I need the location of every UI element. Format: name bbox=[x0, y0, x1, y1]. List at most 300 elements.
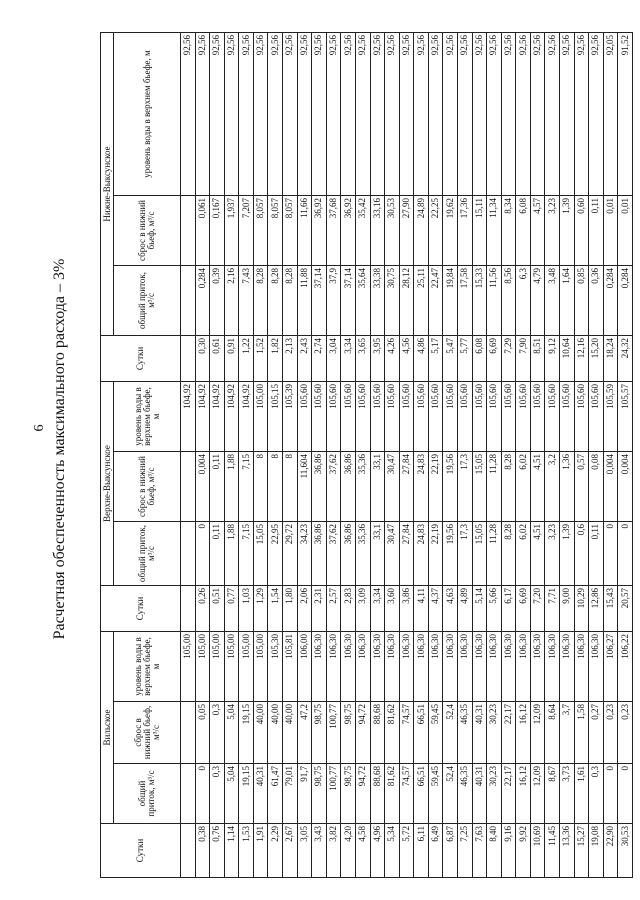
cell-inflow: 11,56 bbox=[487, 265, 502, 335]
header-day-vilskoe: Сутки bbox=[101, 824, 181, 878]
cell-discharge: 3,7 bbox=[560, 702, 575, 764]
cell-inflow: 11,28 bbox=[487, 521, 502, 585]
cell-discharge: 6,02 bbox=[516, 451, 531, 521]
cell-inflow: 17,3 bbox=[457, 521, 472, 585]
cell-inflow: 28,12 bbox=[399, 265, 414, 335]
table-row bbox=[195, 32, 210, 877]
cell-discharge: 19,15 bbox=[239, 702, 254, 764]
table-row bbox=[312, 32, 327, 877]
cell-level: 105,60 bbox=[443, 381, 458, 451]
cell-level: 105,81 bbox=[283, 631, 298, 701]
cell-inflow: 22,19 bbox=[428, 521, 443, 585]
cell-day: 7,90 bbox=[516, 335, 531, 381]
cell-level: 92,56 bbox=[530, 32, 545, 195]
cell-level: 92,56 bbox=[210, 32, 225, 195]
cell-level: 92,56 bbox=[457, 32, 472, 195]
cell-inflow bbox=[181, 265, 196, 335]
table-row bbox=[516, 32, 531, 877]
cell-level: 106,30 bbox=[530, 631, 545, 701]
cell-day: 15,43 bbox=[603, 585, 618, 631]
cell-discharge: 1,58 bbox=[574, 702, 589, 764]
cell-discharge: 33,16 bbox=[370, 195, 385, 265]
cell-inflow: 74,57 bbox=[399, 764, 414, 824]
cell-discharge: 0,004 bbox=[603, 451, 618, 521]
cell-day: 4,86 bbox=[414, 335, 429, 381]
cell-discharge: 0,061 bbox=[195, 195, 210, 265]
cell-inflow: 29,72 bbox=[283, 521, 298, 585]
cell-inflow: 22,17 bbox=[501, 764, 516, 824]
cell-discharge: 16,12 bbox=[516, 702, 531, 764]
cell-inflow: 33,38 bbox=[370, 265, 385, 335]
cell-level: 105,60 bbox=[370, 381, 385, 451]
cell-inflow: 52,4 bbox=[443, 764, 458, 824]
cell-discharge: 37,68 bbox=[326, 195, 341, 265]
cell-level: 105,60 bbox=[326, 381, 341, 451]
cell-discharge: 0,11 bbox=[589, 195, 604, 265]
cell-day: 4,89 bbox=[457, 585, 472, 631]
cell-level: 106,30 bbox=[516, 631, 531, 701]
cell-discharge: 94,72 bbox=[355, 702, 370, 764]
cell-level: 92,56 bbox=[472, 32, 487, 195]
cell-level: 105,59 bbox=[603, 381, 618, 451]
cell-inflow: 0 bbox=[603, 764, 618, 824]
cell-day: 1,14 bbox=[224, 824, 239, 878]
table-row bbox=[501, 32, 516, 877]
cell-discharge: 88,68 bbox=[370, 702, 385, 764]
cell-day: 22,90 bbox=[603, 824, 618, 878]
cell-discharge: 22,17 bbox=[501, 702, 516, 764]
cell-day: 0,61 bbox=[210, 335, 225, 381]
cell-discharge: 8,057 bbox=[268, 195, 283, 265]
cell-day: 30,53 bbox=[618, 824, 633, 878]
cell-level: 105,57 bbox=[618, 381, 633, 451]
cell-level: 92,56 bbox=[224, 32, 239, 195]
cell-day: 24,32 bbox=[618, 335, 633, 381]
cell-level: 106,30 bbox=[589, 631, 604, 701]
cell-inflow: 2,16 bbox=[224, 265, 239, 335]
cell-inflow: 1,88 bbox=[224, 521, 239, 585]
cell-level: 106,00 bbox=[297, 631, 312, 701]
cell-inflow: 17,58 bbox=[457, 265, 472, 335]
cell-inflow: 0,284 bbox=[618, 265, 633, 335]
cell-day: 5,77 bbox=[457, 335, 472, 381]
cell-level: 106,30 bbox=[312, 631, 327, 701]
table-row bbox=[545, 32, 560, 877]
cell-day: 20,57 bbox=[618, 585, 633, 631]
cell-day: 1,54 bbox=[268, 585, 283, 631]
cell-level: 106,30 bbox=[414, 631, 429, 701]
discharge-table bbox=[100, 32, 633, 878]
cell-level: 105,00 bbox=[253, 381, 268, 451]
cell-discharge: 0,60 bbox=[574, 195, 589, 265]
cell-discharge: 0,01 bbox=[603, 195, 618, 265]
cell-level: 105,60 bbox=[560, 381, 575, 451]
cell-inflow: 36,86 bbox=[312, 521, 327, 585]
cell-day: 4,63 bbox=[443, 585, 458, 631]
cell-inflow: 19,84 bbox=[443, 265, 458, 335]
cell-inflow: 0,284 bbox=[603, 265, 618, 335]
cell-inflow: 8,28 bbox=[268, 265, 283, 335]
cell-day: 2,67 bbox=[283, 824, 298, 878]
cell-discharge: 35,42 bbox=[355, 195, 370, 265]
cell-day: 0,77 bbox=[224, 585, 239, 631]
cell-level: 105,60 bbox=[341, 381, 356, 451]
cell-inflow: 3,73 bbox=[560, 764, 575, 824]
cell-discharge: 36,92 bbox=[312, 195, 327, 265]
cell-day: 7,71 bbox=[545, 585, 560, 631]
header-inflow: общий приток, м³/с bbox=[114, 265, 181, 335]
cell-discharge: 35,36 bbox=[355, 451, 370, 521]
cell-inflow: 15,05 bbox=[472, 521, 487, 585]
cell-level: 105,00 bbox=[239, 631, 254, 701]
cell-level: 91,52 bbox=[618, 32, 633, 195]
cell-discharge: 1,937 bbox=[224, 195, 239, 265]
cell-discharge bbox=[181, 702, 196, 764]
cell-inflow: 35,64 bbox=[355, 265, 370, 335]
cell-day: 8,51 bbox=[530, 335, 545, 381]
cell-inflow: 79,01 bbox=[283, 764, 298, 824]
cell-inflow: 6,02 bbox=[516, 521, 531, 585]
cell-day: 3,43 bbox=[312, 824, 327, 878]
cell-inflow: 35,36 bbox=[355, 521, 370, 585]
cell-inflow: 3,23 bbox=[545, 521, 560, 585]
header-inflow: общий приток, м³/с bbox=[114, 521, 181, 585]
table-row bbox=[472, 32, 487, 877]
table-row bbox=[355, 32, 370, 877]
cell-day: 3,86 bbox=[399, 585, 414, 631]
cell-discharge: 11,604 bbox=[297, 451, 312, 521]
cell-discharge: 3,2 bbox=[545, 451, 560, 521]
cell-day: 4,96 bbox=[370, 824, 385, 878]
cell-level: 106,30 bbox=[341, 631, 356, 701]
cell-day: 4,11 bbox=[414, 585, 429, 631]
rotated-table-wrapper bbox=[100, 33, 633, 878]
table-row bbox=[239, 32, 254, 877]
cell-inflow: 0 bbox=[618, 764, 633, 824]
cell-day: 1,80 bbox=[283, 585, 298, 631]
cell-inflow: 0 bbox=[603, 521, 618, 585]
cell-level: 106,30 bbox=[326, 631, 341, 701]
cell-inflow bbox=[181, 764, 196, 824]
table-row bbox=[268, 32, 283, 877]
page-title: Расчетная обеспеченность максимального расхода – 3% bbox=[51, 258, 68, 640]
header-discharge: сброс в нижний бьеф, м³/с bbox=[114, 451, 181, 521]
cell-inflow: 24,83 bbox=[414, 521, 429, 585]
cell-discharge: 7,15 bbox=[239, 451, 254, 521]
cell-day bbox=[181, 585, 196, 631]
cell-level: 105,60 bbox=[574, 381, 589, 451]
cell-inflow: 33,1 bbox=[370, 521, 385, 585]
cell-level: 105,30 bbox=[268, 631, 283, 701]
cell-level: 105,00 bbox=[253, 631, 268, 701]
cell-day: 7,20 bbox=[530, 585, 545, 631]
table-row bbox=[457, 32, 472, 877]
table-row bbox=[297, 32, 312, 877]
cell-day: 4,37 bbox=[428, 585, 443, 631]
cell-inflow: 0,11 bbox=[210, 521, 225, 585]
cell-day: 3,09 bbox=[355, 585, 370, 631]
cell-day: 3,04 bbox=[326, 335, 341, 381]
cell-discharge: 4,57 bbox=[530, 195, 545, 265]
table-row bbox=[399, 32, 414, 877]
cell-discharge: 33,1 bbox=[370, 451, 385, 521]
table-row bbox=[326, 32, 341, 877]
cell-level: 106,30 bbox=[457, 631, 472, 701]
cell-inflow: 91,7 bbox=[297, 764, 312, 824]
cell-day: 5,66 bbox=[487, 585, 502, 631]
cell-level: 106,30 bbox=[370, 631, 385, 701]
cell-inflow: 100,77 bbox=[326, 764, 341, 824]
cell-level: 92,56 bbox=[341, 32, 356, 195]
cell-inflow: 22,95 bbox=[268, 521, 283, 585]
cell-discharge: 0,004 bbox=[195, 451, 210, 521]
table-row bbox=[443, 32, 458, 877]
cell-inflow: 0 bbox=[195, 764, 210, 824]
cell-discharge: 74,57 bbox=[399, 702, 414, 764]
cell-inflow: 15,33 bbox=[472, 265, 487, 335]
cell-discharge: 47,2 bbox=[297, 702, 312, 764]
cell-day: 18,24 bbox=[603, 335, 618, 381]
cell-discharge: 30,47 bbox=[385, 451, 400, 521]
cell-inflow: 0,11 bbox=[589, 521, 604, 585]
cell-discharge: 5,04 bbox=[224, 702, 239, 764]
cell-inflow: 0 bbox=[195, 521, 210, 585]
cell-inflow: 11,88 bbox=[297, 265, 312, 335]
cell-day: 0,30 bbox=[195, 335, 210, 381]
cell-inflow: 30,75 bbox=[385, 265, 400, 335]
cell-discharge: 22,19 bbox=[428, 451, 443, 521]
cell-level: 92,56 bbox=[560, 32, 575, 195]
cell-day: 9,00 bbox=[560, 585, 575, 631]
cell-level: 106,22 bbox=[618, 631, 633, 701]
table-row bbox=[181, 32, 196, 877]
cell-discharge: 1,36 bbox=[560, 451, 575, 521]
cell-level: 92,56 bbox=[283, 32, 298, 195]
cell-level: 106,30 bbox=[501, 631, 516, 701]
cell-discharge: 59,45 bbox=[428, 702, 443, 764]
header-inflow: общий приток, м³/с bbox=[114, 764, 181, 824]
cell-inflow: 37,62 bbox=[326, 521, 341, 585]
cell-day: 19,08 bbox=[589, 824, 604, 878]
cell-day: 2,57 bbox=[326, 585, 341, 631]
group-header-verkhne: Верхне-Выксунское bbox=[101, 381, 114, 585]
cell-level: 92,56 bbox=[253, 32, 268, 195]
cell-level: 92,56 bbox=[516, 32, 531, 195]
cell-level: 105,39 bbox=[283, 381, 298, 451]
cell-discharge: 0,23 bbox=[603, 702, 618, 764]
cell-inflow: 19,15 bbox=[239, 764, 254, 824]
cell-day: 6,08 bbox=[472, 335, 487, 381]
table-row bbox=[283, 32, 298, 877]
header-level: уровень воды в верхнем бьефе, м bbox=[114, 631, 181, 701]
cell-inflow: 0,85 bbox=[574, 265, 589, 335]
cell-discharge bbox=[181, 451, 196, 521]
cell-level: 106,30 bbox=[545, 631, 560, 701]
cell-inflow: 15,05 bbox=[253, 521, 268, 585]
cell-discharge bbox=[181, 195, 196, 265]
cell-day: 10,69 bbox=[530, 824, 545, 878]
cell-day: 6,87 bbox=[443, 824, 458, 878]
cell-inflow: 0,36 bbox=[589, 265, 604, 335]
cell-inflow: 6,3 bbox=[516, 265, 531, 335]
cell-day: 13,36 bbox=[560, 824, 575, 878]
cell-level: 105,60 bbox=[355, 381, 370, 451]
cell-inflow: 46,35 bbox=[457, 764, 472, 824]
cell-inflow: 19,56 bbox=[443, 521, 458, 585]
table-row bbox=[414, 32, 429, 877]
cell-discharge: 22,25 bbox=[428, 195, 443, 265]
cell-day: 11,45 bbox=[545, 824, 560, 878]
cell-discharge: 8 bbox=[253, 451, 268, 521]
cell-inflow: 40,31 bbox=[472, 764, 487, 824]
cell-day: 2,31 bbox=[312, 585, 327, 631]
cell-discharge: 46,35 bbox=[457, 702, 472, 764]
cell-discharge: 30,23 bbox=[487, 702, 502, 764]
cell-discharge: 1,88 bbox=[224, 451, 239, 521]
table-row bbox=[618, 32, 633, 877]
cell-discharge: 8,64 bbox=[545, 702, 560, 764]
header-discharge: сброс в нижний бьеф, м³/с bbox=[114, 702, 181, 764]
cell-level: 92,56 bbox=[239, 32, 254, 195]
cell-discharge: 17,3 bbox=[457, 451, 472, 521]
cell-level: 92,56 bbox=[326, 32, 341, 195]
cell-inflow: 37,14 bbox=[341, 265, 356, 335]
header-day-verkhne: Сутки bbox=[101, 585, 181, 631]
cell-discharge: 1,39 bbox=[560, 195, 575, 265]
cell-level: 92,56 bbox=[545, 32, 560, 195]
table-row bbox=[603, 32, 618, 877]
cell-discharge: 40,31 bbox=[472, 702, 487, 764]
cell-level: 92,56 bbox=[385, 32, 400, 195]
cell-day: 4,58 bbox=[355, 824, 370, 878]
table-row bbox=[560, 32, 575, 877]
cell-discharge: 19,62 bbox=[443, 195, 458, 265]
cell-day: 3,34 bbox=[341, 335, 356, 381]
table-row bbox=[253, 32, 268, 877]
cell-level: 92,56 bbox=[399, 32, 414, 195]
cell-day: 3,05 bbox=[297, 824, 312, 878]
cell-level: 106,27 bbox=[603, 631, 618, 701]
cell-discharge: 8,057 bbox=[253, 195, 268, 265]
cell-discharge: 100,77 bbox=[326, 702, 341, 764]
cell-inflow: 22,47 bbox=[428, 265, 443, 335]
page-number: 6 bbox=[32, 424, 47, 432]
cell-day: 3,95 bbox=[370, 335, 385, 381]
cell-level: 105,60 bbox=[428, 381, 443, 451]
table-row bbox=[530, 32, 545, 877]
cell-level: 105,60 bbox=[545, 381, 560, 451]
cell-day: 2,29 bbox=[268, 824, 283, 878]
cell-level: 106,30 bbox=[472, 631, 487, 701]
cell-discharge: 98,75 bbox=[341, 702, 356, 764]
cell-level: 92,56 bbox=[297, 32, 312, 195]
cell-level: 105,60 bbox=[516, 381, 531, 451]
cell-inflow: 8,56 bbox=[501, 265, 516, 335]
cell-inflow: 8,28 bbox=[253, 265, 268, 335]
cell-discharge: 7,207 bbox=[239, 195, 254, 265]
table-row bbox=[428, 32, 443, 877]
cell-discharge: 0,004 bbox=[618, 451, 633, 521]
cell-day: 5,14 bbox=[472, 585, 487, 631]
cell-inflow: 4,79 bbox=[530, 265, 545, 335]
cell-discharge: 36,86 bbox=[312, 451, 327, 521]
table-row bbox=[341, 32, 356, 877]
cell-level: 104,92 bbox=[181, 381, 196, 451]
cell-level: 92,56 bbox=[487, 32, 502, 195]
cell-day: 12,86 bbox=[589, 585, 604, 631]
cell-level: 105,60 bbox=[297, 381, 312, 451]
cell-discharge: 30,53 bbox=[385, 195, 400, 265]
cell-level: 105,60 bbox=[457, 381, 472, 451]
cell-level: 105,60 bbox=[472, 381, 487, 451]
cell-discharge: 36,92 bbox=[341, 195, 356, 265]
cell-level: 104,92 bbox=[195, 381, 210, 451]
cell-day: 7,25 bbox=[457, 824, 472, 878]
cell-inflow: 94,72 bbox=[355, 764, 370, 824]
cell-inflow: 30,23 bbox=[487, 764, 502, 824]
cell-level: 105,00 bbox=[195, 631, 210, 701]
cell-day bbox=[181, 824, 196, 878]
cell-discharge: 0,05 bbox=[195, 702, 210, 764]
cell-discharge: 8 bbox=[268, 451, 283, 521]
cell-day: 9,12 bbox=[545, 335, 560, 381]
cell-inflow: 30,47 bbox=[385, 521, 400, 585]
cell-day: 7,63 bbox=[472, 824, 487, 878]
cell-discharge: 15,11 bbox=[472, 195, 487, 265]
cell-level: 92,56 bbox=[428, 32, 443, 195]
cell-day: 4,20 bbox=[341, 824, 356, 878]
cell-inflow: 40,31 bbox=[253, 764, 268, 824]
cell-inflow: 3,48 bbox=[545, 265, 560, 335]
cell-level: 92,56 bbox=[370, 32, 385, 195]
cell-level: 106,30 bbox=[355, 631, 370, 701]
cell-day: 2,06 bbox=[297, 585, 312, 631]
table-row bbox=[487, 32, 502, 877]
cell-discharge: 11,34 bbox=[487, 195, 502, 265]
cell-level: 106,30 bbox=[385, 631, 400, 701]
cell-inflow: 0,6 bbox=[574, 521, 589, 585]
cell-day: 0,76 bbox=[210, 824, 225, 878]
cell-level: 106,30 bbox=[399, 631, 414, 701]
cell-day: 2,13 bbox=[283, 335, 298, 381]
cell-level: 105,60 bbox=[312, 381, 327, 451]
cell-inflow: 36,86 bbox=[341, 521, 356, 585]
cell-discharge: 8 bbox=[283, 451, 298, 521]
cell-level: 105,00 bbox=[224, 631, 239, 701]
cell-discharge: 36,86 bbox=[341, 451, 356, 521]
cell-level: 104,92 bbox=[224, 381, 239, 451]
cell-discharge: 6,08 bbox=[516, 195, 531, 265]
cell-day: 5,17 bbox=[428, 335, 443, 381]
cell-inflow: 0 bbox=[618, 521, 633, 585]
cell-inflow bbox=[181, 521, 196, 585]
cell-day: 4,56 bbox=[399, 335, 414, 381]
cell-day: 0,26 bbox=[195, 585, 210, 631]
cell-discharge: 40,00 bbox=[253, 702, 268, 764]
cell-level: 92,56 bbox=[195, 32, 210, 195]
cell-discharge: 66,51 bbox=[414, 702, 429, 764]
group-header-nizhne: Нижне-Выксунское bbox=[101, 32, 114, 335]
cell-discharge: 40,00 bbox=[283, 702, 298, 764]
cell-inflow: 37,9 bbox=[326, 265, 341, 335]
cell-inflow: 8,67 bbox=[545, 764, 560, 824]
table-row bbox=[210, 32, 225, 877]
cell-day: 0,51 bbox=[210, 585, 225, 631]
table-body bbox=[181, 32, 633, 877]
cell-discharge: 0,11 bbox=[210, 451, 225, 521]
cell-discharge: 0,27 bbox=[589, 702, 604, 764]
cell-discharge: 15,05 bbox=[472, 451, 487, 521]
